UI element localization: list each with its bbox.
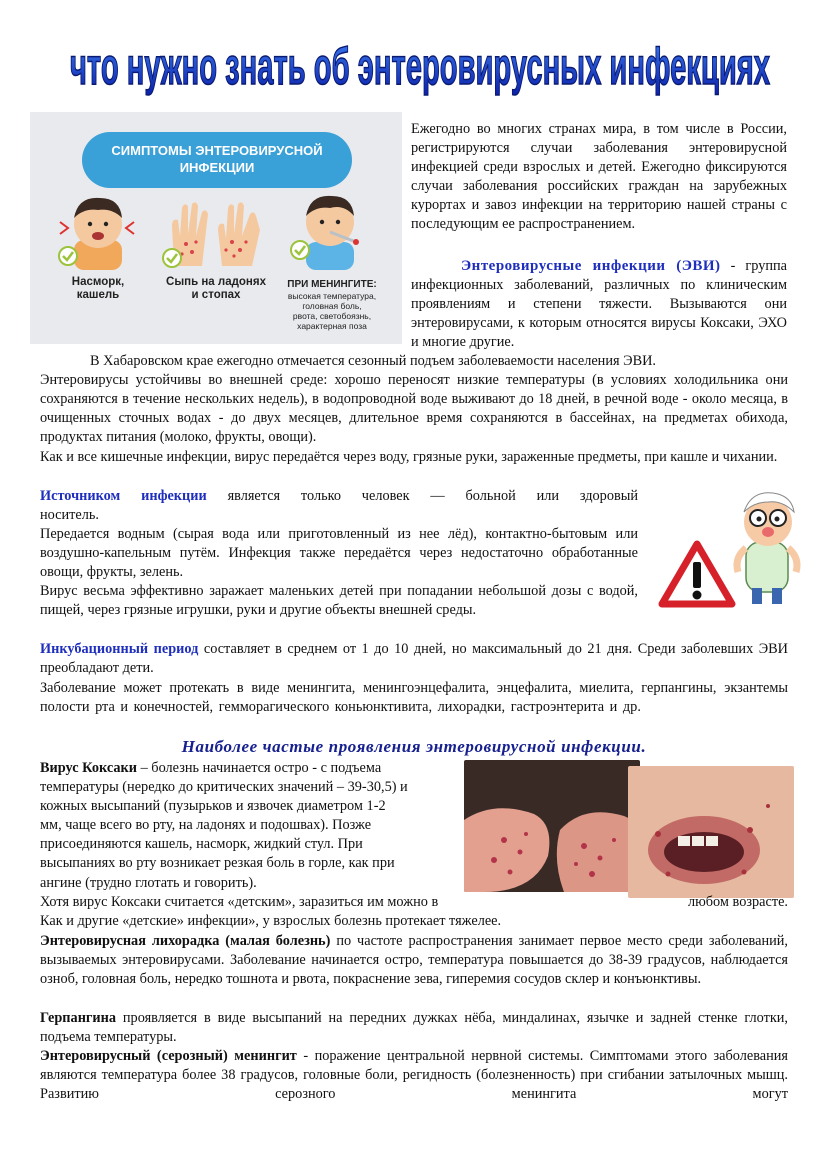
children-paragraph: Вирус весьма эффективно заражает маленьких детей при попадании небольшой дозы с водой, пищей, через грязные игрушки, руки и другие объекты внешней среды.: [40, 583, 638, 619]
page-title: [40, 22, 800, 102]
stability-paragraph: Энтеровирусы устойчивы во внешней среде: хорошо переносят низкие температуры (в условиях холодильника они сохраняются в течение нескольких недель), в водопроводной воде выживают до 18 дней, в речной воде - около месяца, в очищенных сточных водах - до двух месяцев, длительное время сохраняются в бассейнах, на предметах обихода, продуктах питания (молоко, фрукты, овощи).: [40, 372, 788, 446]
symptom-rash: Сыпь на ладонях и стопах: [166, 276, 266, 301]
fever-paragraph: Энтеровирусная лихорадка (малая болезнь) по частоте распространения занимает первое место среди заболеваний, вызываемых энтеровирусами. Заболевание начинается остро, температура повышается до 38-39 градусов, наблюдается озноб, головная боль, нередко тошнота и рвота, покраснение зева, гиперемия сосудов склер и конъюнктивы.: [40, 933, 788, 988]
symptom-cough: Насморк, кашель: [71, 276, 125, 301]
section-heading: Наиболее частые проявления энтеровирусной инфекции.: [181, 737, 647, 756]
evi-definition: Энтеровирусные инфекции (ЭВИ) - группа инфекционных заболеваний, различных по клиническим проявлениям и степени тяжести. Вызываются они энтеровирусами, к которым относятся вирусы Коксаки, ЭХО и многие другие.: [411, 258, 787, 351]
infographic-heading: [82, 132, 352, 188]
source-line2: носитель.: [40, 507, 99, 523]
page-title-text: что нужно знать об энтеровирусных инфекциях: [70, 38, 771, 96]
coxsackie-paragraph: Вирус Коксаки – болезнь начинается остро - с подъема температуры (нередко до критических значений – 39-30,5) и кожных высыпаний (пузырьков и язвочек диаметром 1-2 мм, чаще всего во рту, на ладонях и подошвах). Позже присоединяются кашель, насморк, жидкий стул. При высыпаниях во рту возникает резкая боль в горле, как при ангине (трудно глотать и говорить).: [40, 760, 408, 891]
coughing-child-icon: [56, 188, 140, 270]
infographic-heading-line1: СИМПТОМЫ ЭНТЕРОВИРУСНОЙ: [111, 143, 323, 158]
fever-child-icon: [286, 186, 374, 270]
warning-triangle-icon: [658, 540, 736, 608]
symptom-meningitis: ПРИ МЕНИНГИТЕ: высокая температура, головная боль, рвота, светобоязнь, характерная поза: [287, 279, 377, 331]
evi-term: Энтеровирусные инфекции (ЭВИ): [461, 258, 721, 274]
intro-paragraph: Ежегодно во многих странах мира, в том числе в России, регистрируются случаи заболевания энтеровирусной инфекцией среди взрослых и детей. Ежегодно фиксируются случаи заболевания российских граждан на зарубежных курортах и завоз инфекции на территорию нашей страны с последующим ее распространением.: [411, 121, 787, 233]
khabarovsk-paragraph: В Хабаровском крае ежегодно отмечается сезонный подъем заболеваемости населения ЭВИ.: [90, 353, 657, 369]
source-line1: Источником инфекции является только человек — больной или здоровый: [40, 488, 638, 504]
coxsackie-age-right: любом возрасте.: [687, 894, 788, 910]
doctor-cartoon-icon: [732, 488, 802, 606]
forms-paragraph: Заболевание может протекать в виде менингита, менингоэнцефалита, энцефалита, миелита, герпангины, экзантемы полости рта и конечностей, гемморагического коньюнктивита, лихорадки, гастроэнтерита и др.: [40, 680, 788, 716]
incubation-paragraph: Инкубационный период составляет в среднем от 1 до 10 дней, но максимальный до 21 дня. Среди заболевших ЭВИ преобладают дети.: [40, 641, 788, 677]
mouth-rash-photo: [628, 766, 794, 898]
rash-hands-icon: [160, 196, 270, 272]
meningitis-paragraph: Энтеровирусный (серозный) менингит - поражение центральной нервной системы. Симптомами этого заболевания являются температура более 38 градусов, головные боли, регидность (болезненность) при сгибании затылочных мышц. Развитию серозного менингита могут: [40, 1048, 789, 1103]
hands-rash-photo: [464, 760, 640, 892]
infographic-heading-line2: ИНФЕКЦИИ: [179, 160, 255, 175]
coxsackie-adults: Как и другие «детские» инфекции», у взрослых болезнь протекает тяжелее.: [40, 913, 502, 929]
herpangina-paragraph: Герпангина проявляется в виде высыпаний на передних дужках нёба, миндалинах, язычке и задней стенке глотки, подъема температуры.: [40, 1010, 789, 1046]
routes-paragraph: Передается водным (сырая вода или приготовленный из нее лёд), контактно-бытовым или воздушно-капельным путём. Инфекция также передаётся через недостаточно обработанные овощи, фрукты, зелень.: [40, 526, 638, 581]
transmission-paragraph: Как и все кишечные инфекции, вирус передаётся через воду, грязные руки, зараженные предметы, при кашле и чихании.: [40, 449, 778, 465]
coxsackie-age-left: Хотя вирус Коксаки считается «детским», заразиться им можно в: [40, 894, 439, 910]
